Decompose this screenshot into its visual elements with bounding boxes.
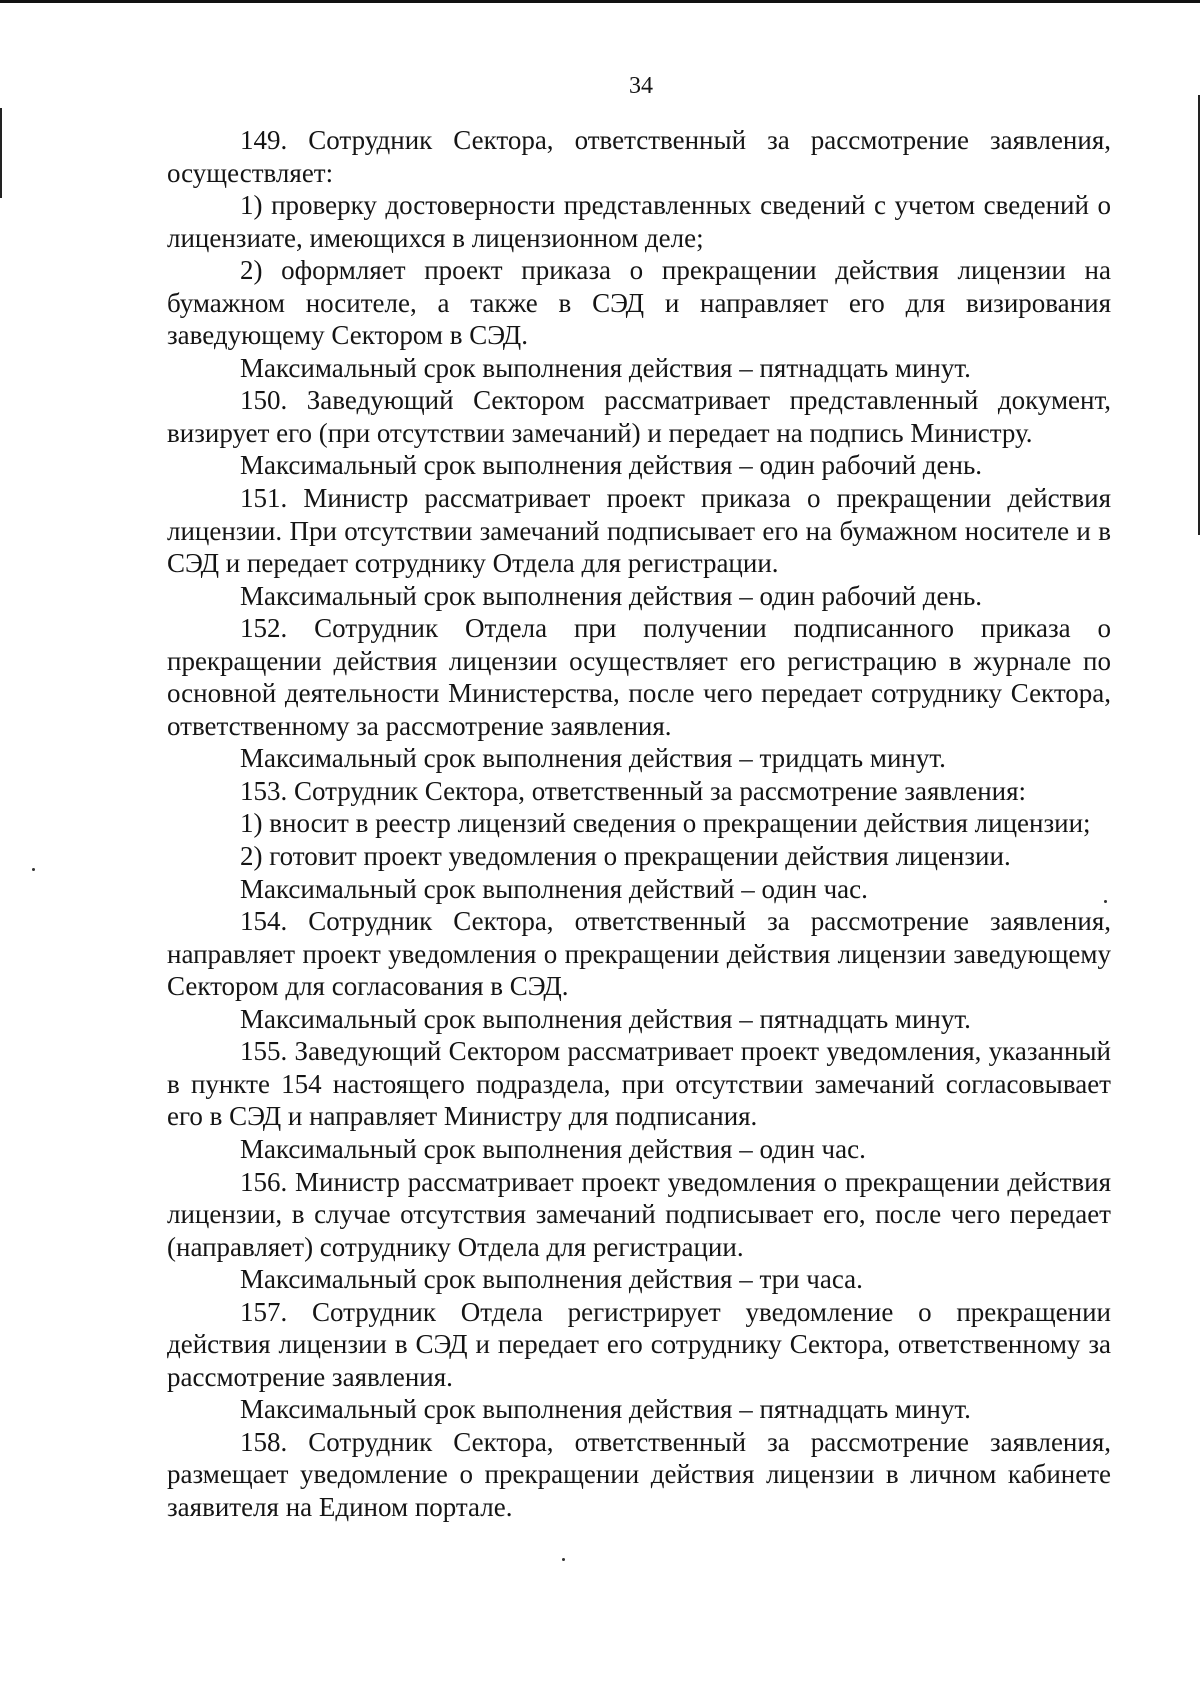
deadline-156: Максимальный срок выполнения действия – три часа. bbox=[240, 1264, 863, 1295]
scan-speck bbox=[1104, 900, 1107, 903]
paragraph-155: 155. Заведующий Сектором рассматривает проект уведомления, указанный в пункте 154 настоящего подраздела, при отсутствии замечаний согласовывает его в СЭД и направляет Министру для подписания. bbox=[167, 1036, 1111, 1132]
deadline-157: Максимальный срок выполнения действия – пятнадцать минут. bbox=[240, 1394, 971, 1425]
scan-top-edge bbox=[0, 0, 1200, 3]
deadline-150: Максимальный срок выполнения действия – один рабочий день. bbox=[240, 450, 983, 481]
deadline-154: Максимальный срок выполнения действия – пятнадцать минут. bbox=[240, 1003, 971, 1034]
paragraph-150: 150. Заведующий Сектором рассматривает представленный документ, визирует его (при отсутствии замечаний) и передает на подпись Министру. bbox=[167, 385, 1111, 448]
paragraph-158: 158. Сотрудник Сектора, ответственный за рассмотрение заявления, размещает уведомление о прекращении действия лицензии в личном кабинете заявителя на Едином портале. bbox=[167, 1426, 1111, 1522]
paragraph-156: 156. Министр рассматривает проект уведомления о прекращении действия лицензии, в случае отсутствия замечаний подписывает его, после чего передает (направляет) сотруднику Отдела для регистрации. bbox=[167, 1166, 1111, 1262]
paragraph-154: 154. Сотрудник Сектора, ответственный за рассмотрение заявления, направляет проект уведомления о прекращении действия лицензии заведующему Сектором для согласования в СЭД. bbox=[167, 906, 1111, 1002]
deadline-149: Максимальный срок выполнения действия – пятнадцать минут. bbox=[240, 352, 971, 383]
paragraph-152: 152. Сотрудник Отдела при получении подписанного приказа о прекращении действия лицензии осуществляет его регистрацию в журнале по основной деятельности Министерства, после чего передает сотруднику Сектора, ответственному за рассмотрение заявления. bbox=[167, 613, 1111, 741]
paragraph-149-item-1: 1) проверку достоверности представленных сведений с учетом сведений о лицензиате, имеющихся в лицензионном деле; bbox=[167, 190, 1111, 253]
paragraph-153: 153. Сотрудник Сектора, ответственный за рассмотрение заявления: bbox=[240, 775, 1027, 806]
scan-speck bbox=[562, 1558, 565, 1561]
deadline-152: Максимальный срок выполнения действия – тридцать минут. bbox=[240, 743, 946, 774]
paragraph-153-item-1: 1) вносит в реестр лицензий сведения о прекращении действия лицензии; bbox=[240, 808, 1091, 839]
paragraph-149-item-2: 2) оформляет проект приказа о прекращении действия лицензии на бумажном носителе, а также в СЭД и направляет его для визирования заведующему Сектором в СЭД. bbox=[167, 255, 1111, 351]
deadline-151: Максимальный срок выполнения действия – один рабочий день. bbox=[240, 580, 983, 611]
paragraph-151: 151. Министр рассматривает проект приказа о прекращении действия лицензии. При отсутствии замечаний подписывает его на бумажном носителе и в СЭД и передает сотруднику Отдела для регистрации. bbox=[167, 483, 1111, 579]
deadline-155: Максимальный срок выполнения действия – один час. bbox=[240, 1133, 866, 1164]
document-body bbox=[167, 124, 1111, 1524]
scan-left-edge-mark bbox=[0, 108, 2, 198]
page-number: 34 bbox=[629, 73, 653, 99]
paragraph-153-item-2: 2) готовит проект уведомления о прекращении действия лицензии. bbox=[240, 841, 1011, 872]
paragraph-149: 149. Сотрудник Сектора, ответственный за рассмотрение заявления, осуществляет: bbox=[167, 125, 1111, 188]
paragraph-157: 157. Сотрудник Отдела регистрирует уведомление о прекращении действия лицензии в СЭД и передает его сотруднику Сектора, ответственному за рассмотрение заявления. bbox=[167, 1296, 1111, 1392]
scan-speck bbox=[32, 868, 35, 871]
deadline-153: Максимальный срок выполнения действий – один час. bbox=[240, 873, 868, 904]
